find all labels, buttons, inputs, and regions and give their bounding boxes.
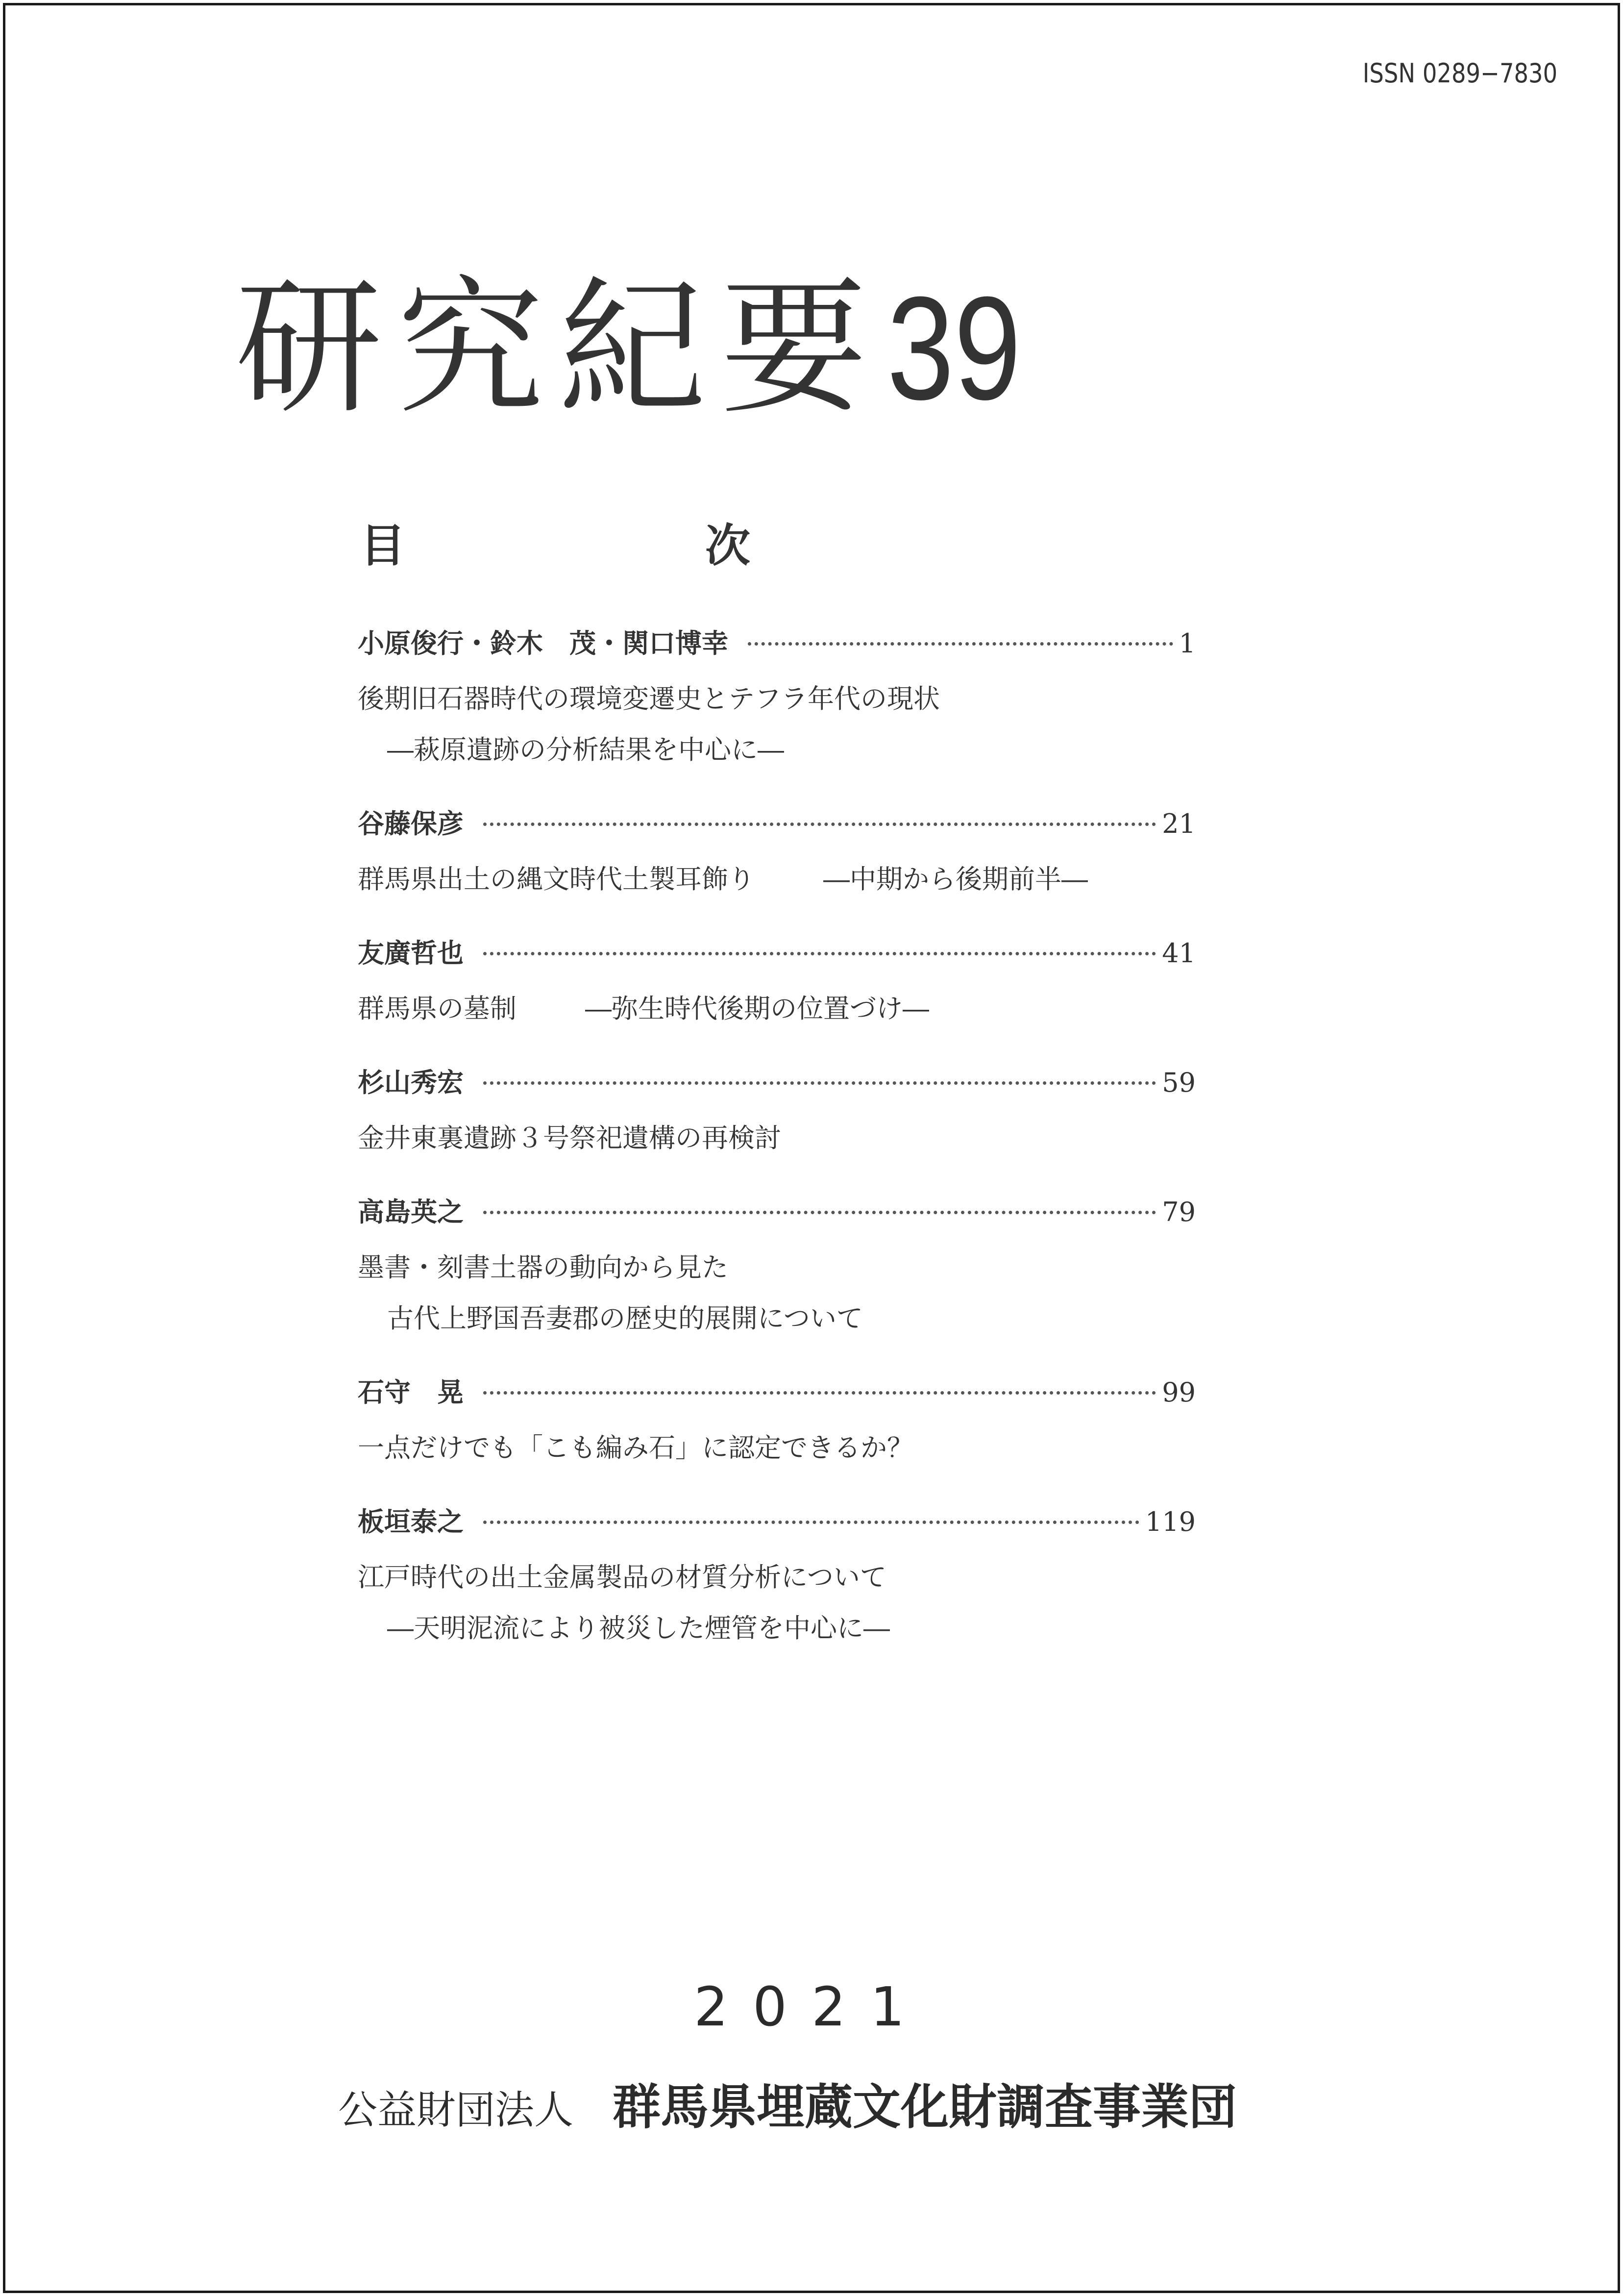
toc-entry: [358, 803, 1196, 905]
toc-entry-subtitle: ―中期から後期前半―: [823, 864, 1088, 895]
toc-entry-author-line: [358, 623, 1196, 674]
toc-entry-page: 41: [1162, 938, 1196, 969]
toc-entry-title: 江戸時代の出土金属製品の材質分析について: [358, 1562, 886, 1593]
toc-entry-author: 小原俊行・鈴木 茂・関口博幸: [358, 627, 728, 659]
toc-entry-author: 友廣哲也: [358, 937, 464, 969]
dot-leader: [483, 952, 1156, 955]
publisher-type: 公益財団法人: [338, 2087, 573, 2133]
issn-number: ISSN 0289−7830: [1362, 58, 1557, 89]
toc-entry-author-line: [358, 1062, 1196, 1113]
volume-number: 39: [887, 266, 1021, 430]
publisher: [338, 2069, 1237, 2138]
toc-entry-page: 1: [1179, 628, 1196, 659]
dot-leader: [748, 642, 1173, 646]
journal-title-text: 研究紀要: [235, 263, 882, 434]
toc-entry: [358, 1191, 1196, 1344]
toc-entry-author: 板垣泰之: [358, 1506, 464, 1537]
toc-entry-subtitle: ―萩原遺跡の分析結果を中心に―: [387, 734, 784, 765]
dot-leader: [483, 823, 1156, 826]
toc-entry-title: 後期旧石器時代の環境変遷史とテフラ年代の現状: [358, 683, 940, 714]
toc-entry-page: 119: [1145, 1506, 1196, 1537]
toc-entry-page: 21: [1162, 808, 1196, 839]
publisher-name: 群馬県埋蔵文化財調査事業団: [613, 2079, 1237, 2135]
dot-leader: [483, 1081, 1156, 1085]
toc-entry-title-line: [358, 983, 1196, 1034]
toc-entry-title: 群馬県の墓制: [358, 993, 516, 1024]
dot-leader: [483, 1391, 1156, 1395]
journal-title: [235, 263, 1051, 434]
toc-entry: [358, 1372, 1196, 1473]
toc-entry: [358, 623, 1196, 775]
toc-entry-page: 99: [1162, 1377, 1196, 1408]
toc-entry: [358, 932, 1196, 1034]
toc-entry-author-line: [358, 932, 1196, 983]
publication-year: 2021: [694, 1975, 929, 2038]
toc-entry-title: 一点だけでも「こも編み石」に認定できるか？: [358, 1432, 913, 1463]
toc-entry-author-line: [358, 1501, 1196, 1552]
toc-entry: [358, 1501, 1196, 1654]
toc-entry-author-line: [358, 1191, 1196, 1242]
toc-entry-title-line: [358, 854, 1196, 905]
toc-entry-author: 谷藤保彦: [358, 808, 464, 839]
toc-entry-title-continued: 古代上野国吾妻郡の歴史的展開について: [387, 1303, 863, 1334]
toc-entry-author: 杉山秀宏: [358, 1067, 464, 1098]
toc-heading: 目 次: [360, 520, 878, 572]
toc-entry-title: 群馬県出土の縄文時代土製耳飾り: [358, 864, 755, 895]
toc-entry-page: 79: [1162, 1197, 1196, 1227]
toc-entry-title: 金井東裏遺跡３号祭祀遺構の再検討: [358, 1123, 781, 1153]
toc-entry-author: 高島英之: [358, 1196, 464, 1227]
toc-entry-page: 59: [1162, 1067, 1196, 1098]
dot-leader: [483, 1211, 1156, 1214]
toc-entry-subtitle: ―天明泥流により被災した煙管を中心に―: [387, 1613, 890, 1644]
toc-entry-author-line: [358, 803, 1196, 854]
toc-entry-title: 墨書・刻書土器の動向から見た: [358, 1252, 728, 1283]
table-of-contents: [358, 623, 1196, 1681]
dot-leader: [483, 1521, 1139, 1524]
toc-entry-author: 石守 晃: [358, 1376, 464, 1408]
toc-entry: [358, 1062, 1196, 1164]
toc-entry-subtitle: ―弥生時代後期の位置づけ―: [585, 993, 929, 1024]
toc-entry-author-line: [358, 1372, 1196, 1423]
